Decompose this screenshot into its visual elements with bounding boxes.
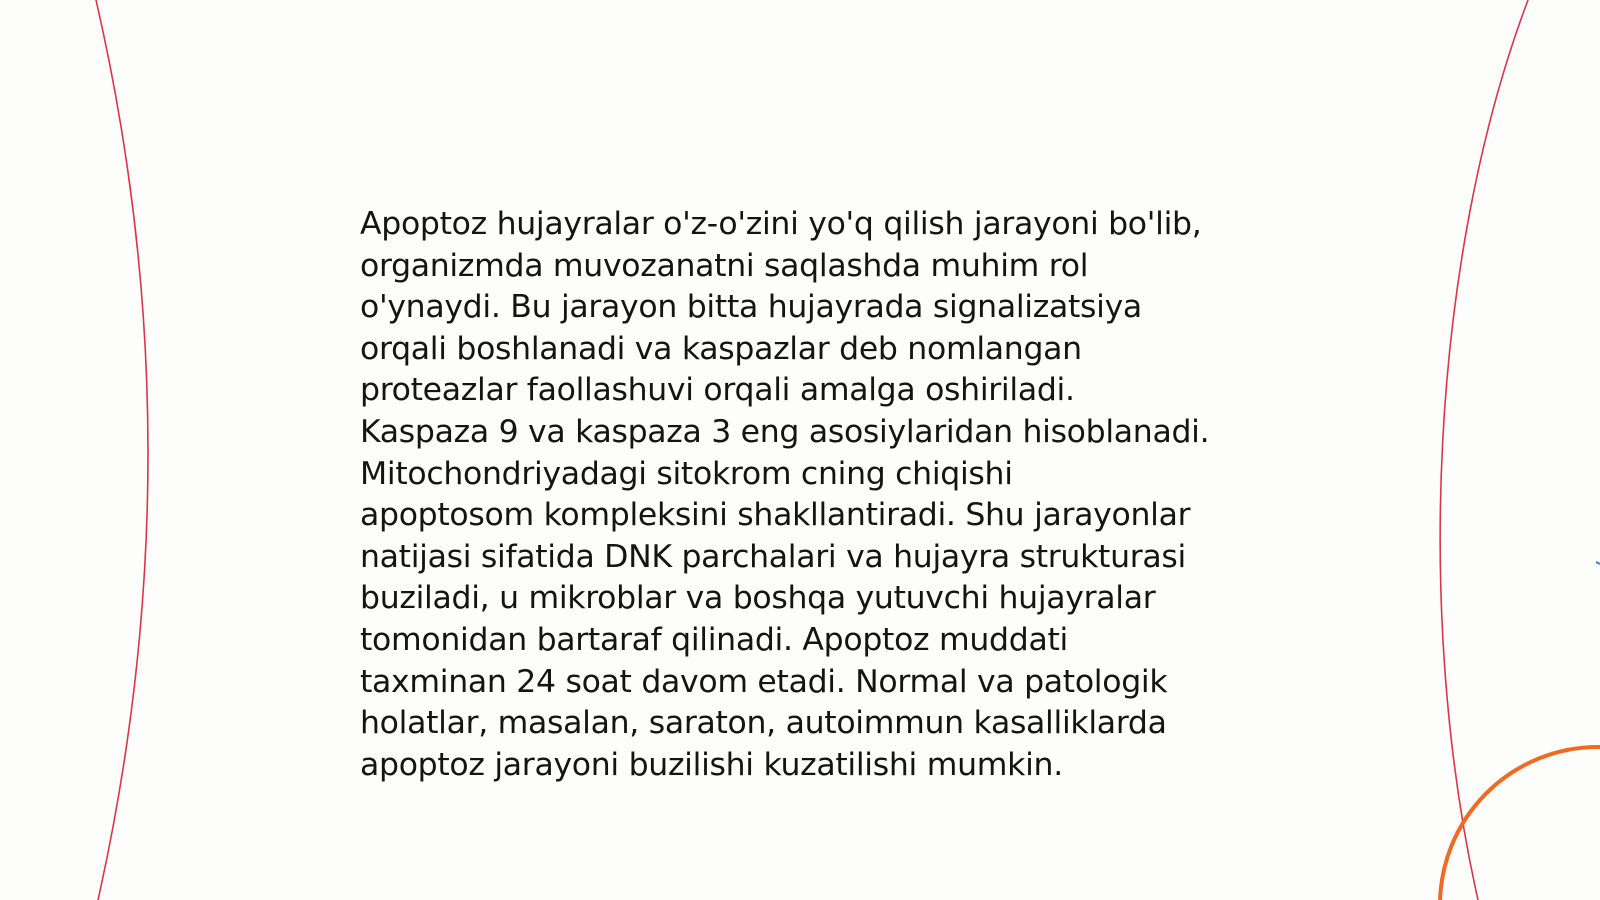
paragraph-line: proteazlar faollashuvi orqali amalga oshiriladi. bbox=[360, 372, 1075, 409]
paragraph-line: orqali boshlanadi va kaspazlar deb nomlangan bbox=[360, 330, 1082, 367]
paragraph-line: natijasi sifatida DNK parchalari va hujayra strukturasi bbox=[360, 538, 1186, 575]
paragraph-line: Kaspaza 9 va kaspaza 3 eng asosiylaridan hisoblanadi. bbox=[360, 413, 1210, 450]
right-curve-line bbox=[1440, 0, 1528, 900]
paragraph-line: buziladi, u mikroblar va boshqa yutuvchi hujayralar bbox=[360, 580, 1156, 617]
body-paragraph bbox=[360, 204, 1260, 786]
blue-accent-mark bbox=[1596, 562, 1600, 564]
orange-arc bbox=[1440, 747, 1600, 900]
paragraph-line: taxminan 24 soat davom etadi. Normal va patologik bbox=[360, 663, 1168, 700]
paragraph-line: apoptoz jarayoni buzilishi kuzatilishi mumkin. bbox=[360, 746, 1063, 783]
paragraph-line: Mitochondriyadagi sitokrom cning chiqishi bbox=[360, 455, 1013, 492]
paragraph-line: apoptosom kompleksini shakllantiradi. Shu jarayonlar bbox=[360, 497, 1191, 534]
paragraph-line: organizmda muvozanatni saqlashda muhim rol bbox=[360, 247, 1089, 284]
left-curve-line bbox=[96, 0, 148, 900]
paragraph-line: Apoptoz hujayralar o'z-o'zini yo'q qilish jarayoni bo'lib, bbox=[360, 206, 1202, 242]
paragraph-line: holatlar, masalan, saraton, autoimmun kasalliklarda bbox=[360, 705, 1167, 742]
paragraph-line: tomonidan bartaraf qilinadi. Apoptoz muddati bbox=[360, 621, 1068, 658]
paragraph-line: o'ynaydi. Bu jarayon bitta hujayrada signalizatsiya bbox=[360, 289, 1142, 326]
